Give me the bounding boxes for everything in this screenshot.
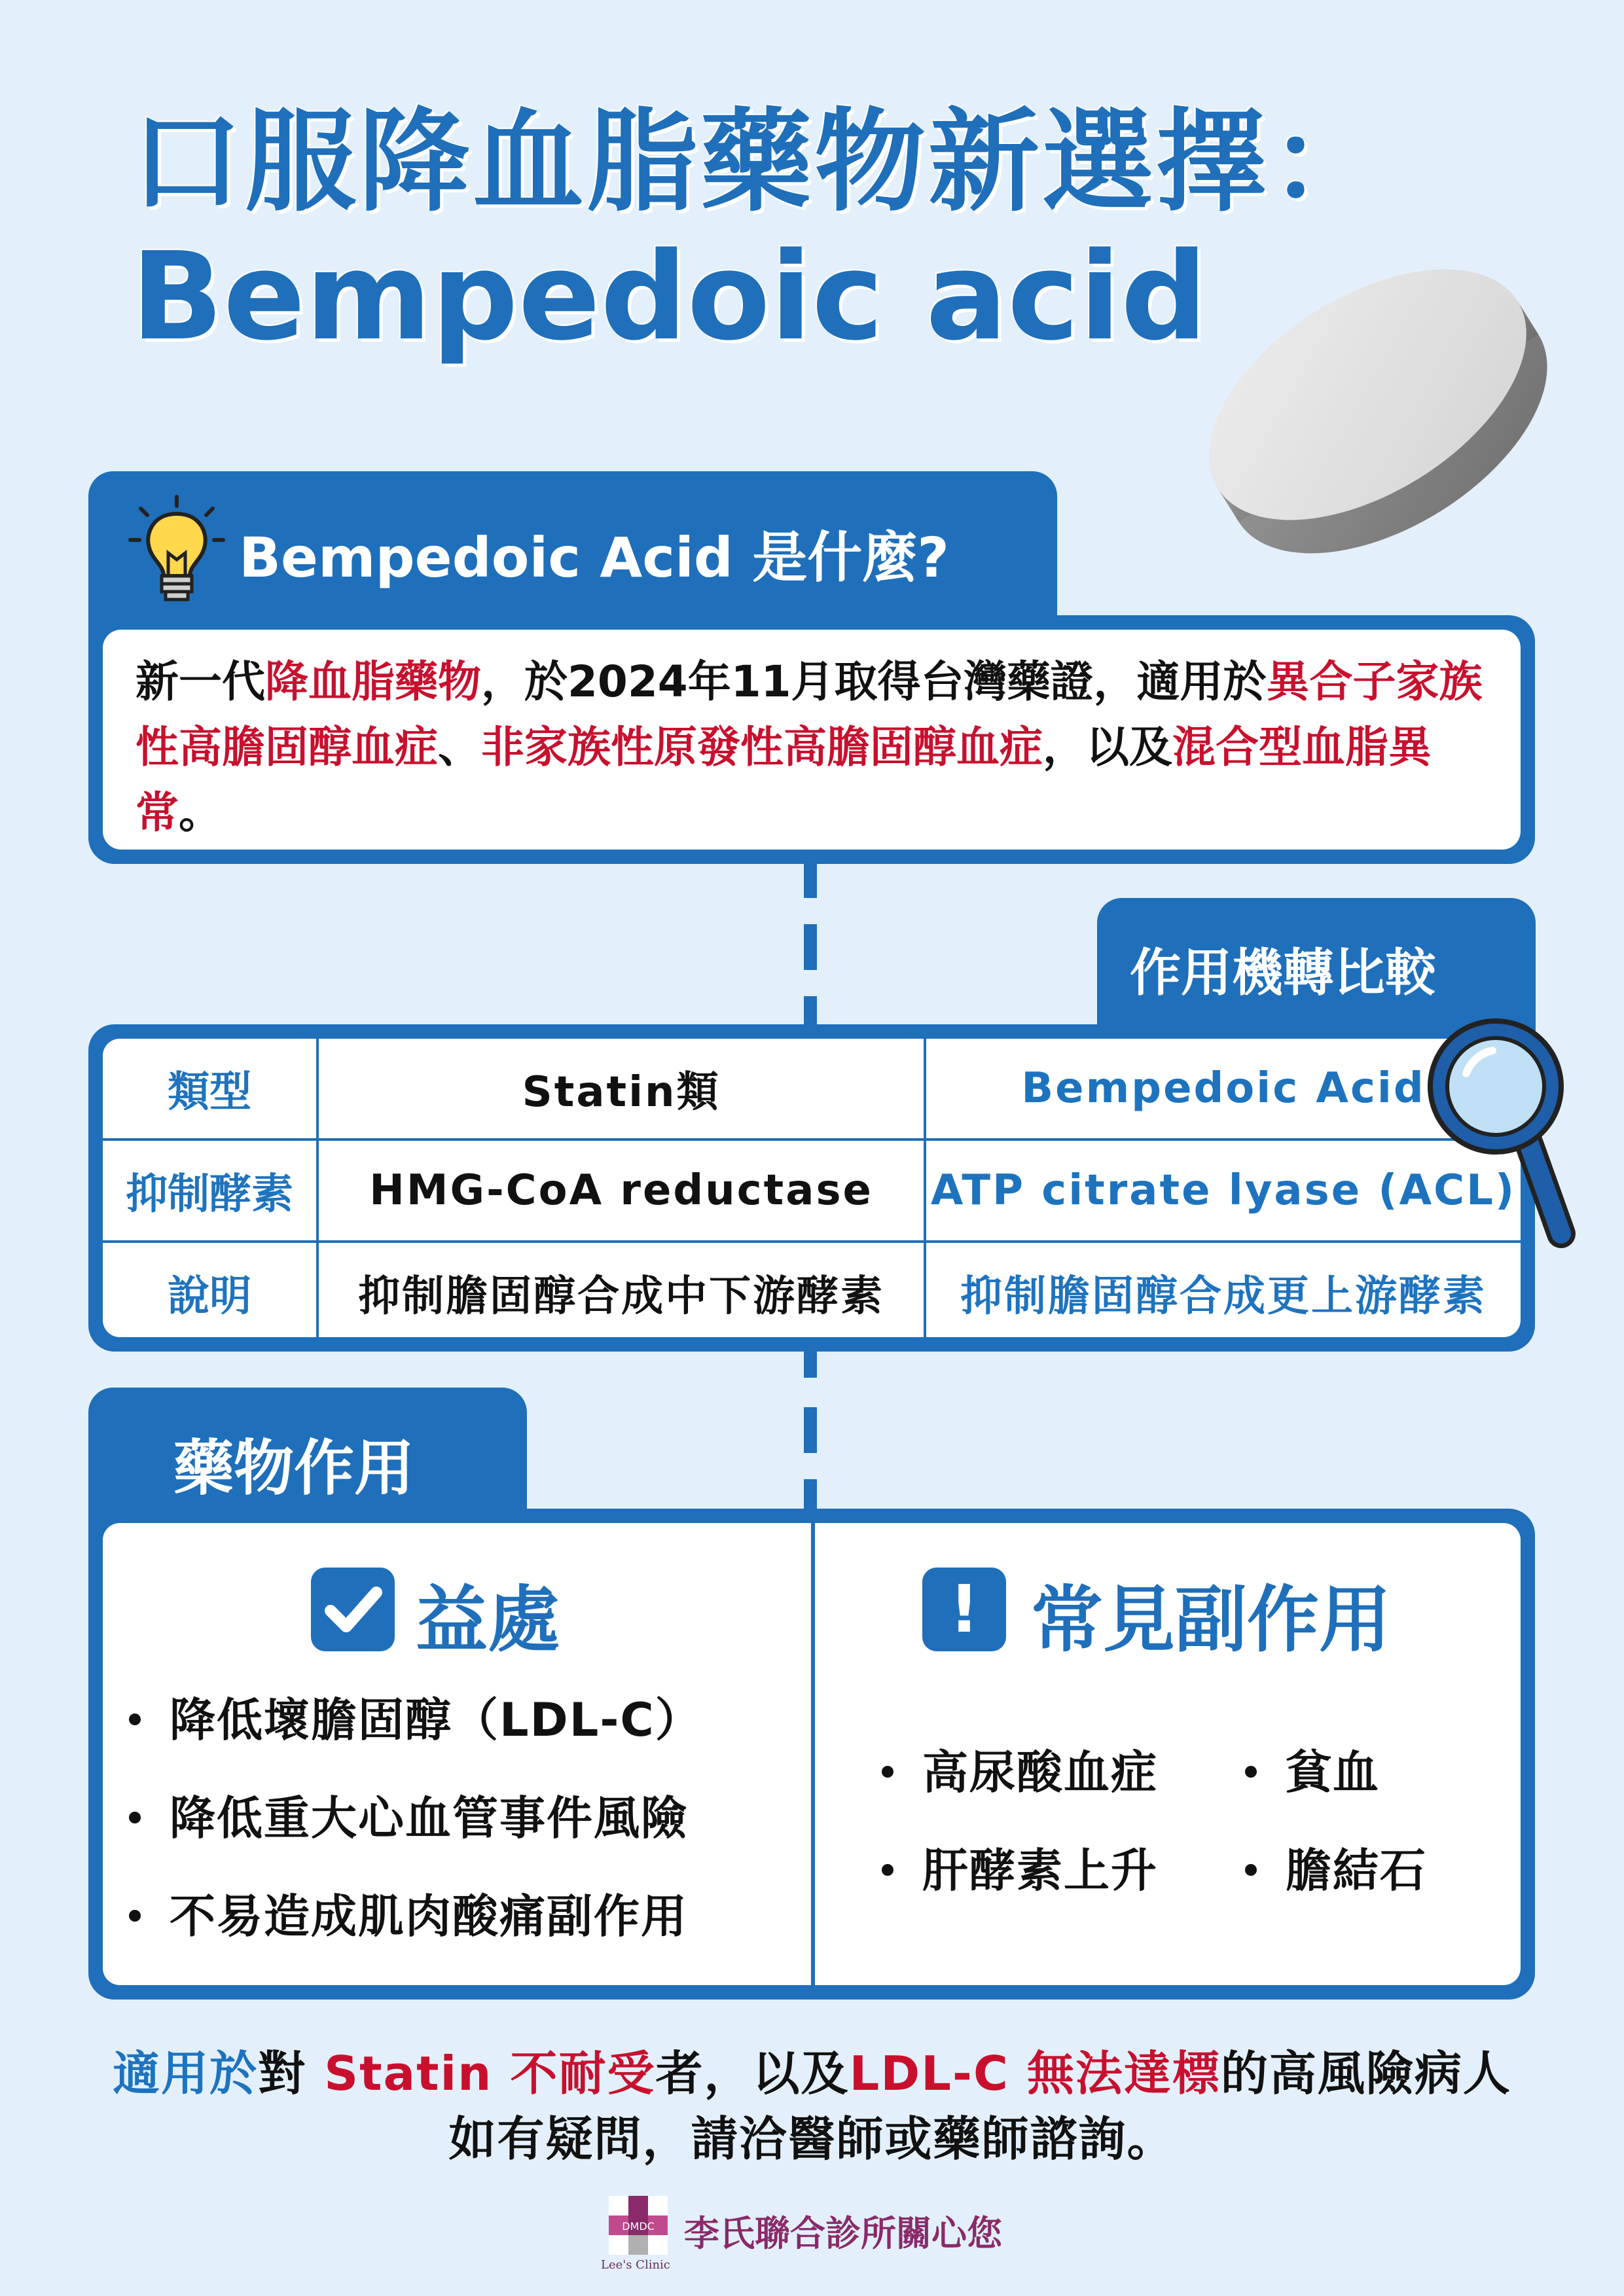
- list-item: [882, 1834, 1158, 1900]
- effects-header: [88, 1388, 527, 1518]
- logo-letters: DMDC: [622, 2220, 655, 2233]
- highlight-segment: 非家族性原發性高膽固醇血症: [481, 722, 1043, 772]
- page-title-line2: Bempedoic acid: [131, 226, 1208, 367]
- list-item-text: 不易造成肌肉酸痛副作用: [170, 1890, 688, 1943]
- highlight-segment: 降血脂藥物: [265, 656, 481, 707]
- bempedoic-cell: ATP citrate lyase (ACL): [925, 1139, 1521, 1242]
- what-is-text: [103, 630, 1521, 850]
- list-item: [882, 1736, 1158, 1802]
- list-item: [1245, 1834, 1427, 1900]
- list-item-text: 膽結石: [1286, 1844, 1427, 1897]
- row-label: 類型: [103, 1039, 317, 1139]
- bullet: [882, 1766, 893, 1778]
- checkbox-icon: [311, 1568, 395, 1651]
- bempedoic-cell: Bempedoic Acid: [925, 1039, 1521, 1139]
- text-segment: 。: [179, 787, 222, 838]
- exclamation-icon: !: [922, 1568, 1006, 1651]
- list-item-text: 肝酵素上升: [922, 1844, 1158, 1897]
- footer-indication: [0, 2036, 1624, 2104]
- connector-dash: [804, 996, 817, 1024]
- mechanism-table: [103, 1039, 1521, 1337]
- bullet: [129, 1812, 141, 1823]
- footer-highlight: LDL-C 無法達標: [849, 2046, 1221, 2101]
- table-row: [103, 1039, 1521, 1139]
- list-item: [129, 1880, 688, 1946]
- footer-segment: 的高風險病人: [1220, 2046, 1511, 2101]
- text-segment: ，於2024年11月取得台灣藥證，適用於: [481, 656, 1267, 707]
- lightbulb-icon: [128, 494, 226, 605]
- footer-segment: 者，以及: [655, 2046, 850, 2101]
- list-item: [1245, 1736, 1380, 1802]
- clinic-name: 李氏聯合診所關心您: [684, 2213, 1002, 2254]
- pill-icon: [1178, 223, 1571, 589]
- list-item-text: 高尿酸血症: [922, 1746, 1158, 1799]
- magnifier-icon: [1420, 1011, 1584, 1260]
- mechanism-table-wrap: [103, 1039, 1521, 1337]
- footer-highlight: Statin 不耐受: [324, 2046, 656, 2101]
- connector-dash: [804, 1479, 817, 1509]
- list-item: [129, 1683, 702, 1749]
- statin-cell: Statin類: [317, 1039, 925, 1139]
- footer-segment: 適用於: [113, 2046, 259, 2101]
- bullet: [129, 1910, 141, 1922]
- list-item-text: 貧血: [1286, 1746, 1380, 1799]
- table-row: [103, 1242, 1521, 1337]
- list-item: [129, 1782, 688, 1848]
- column-divider: [811, 1523, 815, 1985]
- bullet: [1245, 1864, 1257, 1876]
- clinic-logo-caption: Lee's Clinic: [601, 2258, 670, 2272]
- connector-dash: [804, 924, 817, 970]
- list-item-text: 降低壞膽固醇（LDL-C）: [170, 1693, 702, 1747]
- list-item-text: 降低重大心血管事件風險: [170, 1791, 688, 1845]
- footer-segment: 對: [258, 2046, 325, 2101]
- effects-box: [88, 1509, 1535, 2000]
- effects-panel: [103, 1523, 1521, 1985]
- highlight-segment: 混合型血脂異常: [135, 722, 1432, 838]
- row-label: 說明: [103, 1242, 317, 1337]
- statin-cell: 抑制膽固醇合成中下游酵素: [317, 1242, 925, 1337]
- footer-advice: 如有疑問，請洽醫師或藥師諮詢。: [448, 2111, 1176, 2166]
- table-row: [103, 1139, 1521, 1242]
- bempedoic-cell: 抑制膽固醇合成更上游酵素: [925, 1242, 1521, 1337]
- statin-cell: HMG-CoA reductase: [317, 1139, 925, 1242]
- side-effects-title: 常見副作用: [1031, 1578, 1391, 1662]
- bullet: [129, 1713, 141, 1725]
- what-is-heading: Bempedoic Acid 是什麼?: [239, 526, 949, 590]
- what-is-header: [88, 471, 1057, 622]
- connector-dash: [804, 1407, 817, 1453]
- clinic-logo-icon: [609, 2196, 668, 2255]
- connector-dash: [804, 864, 817, 898]
- text-segment: ，以及: [1043, 722, 1172, 772]
- text-segment: 、: [438, 722, 481, 772]
- highlight-segment: 異合子家族性高膽固醇血症: [135, 656, 1483, 772]
- text-segment: 新一代: [135, 656, 265, 707]
- effects-heading: 藥物作用: [173, 1433, 415, 1503]
- page-title-line1: 口服降血脂藥物新選擇：: [131, 98, 1384, 227]
- benefits-title: 益處: [416, 1578, 560, 1662]
- row-label: 抑制酵素: [103, 1139, 317, 1242]
- bullet: [882, 1864, 893, 1876]
- connector-dash: [804, 1352, 817, 1378]
- what-is-box: [88, 615, 1535, 864]
- bullet: [1245, 1766, 1257, 1778]
- mechanism-box: [88, 1024, 1535, 1352]
- mechanism-heading: 作用機轉比較: [1130, 944, 1437, 1003]
